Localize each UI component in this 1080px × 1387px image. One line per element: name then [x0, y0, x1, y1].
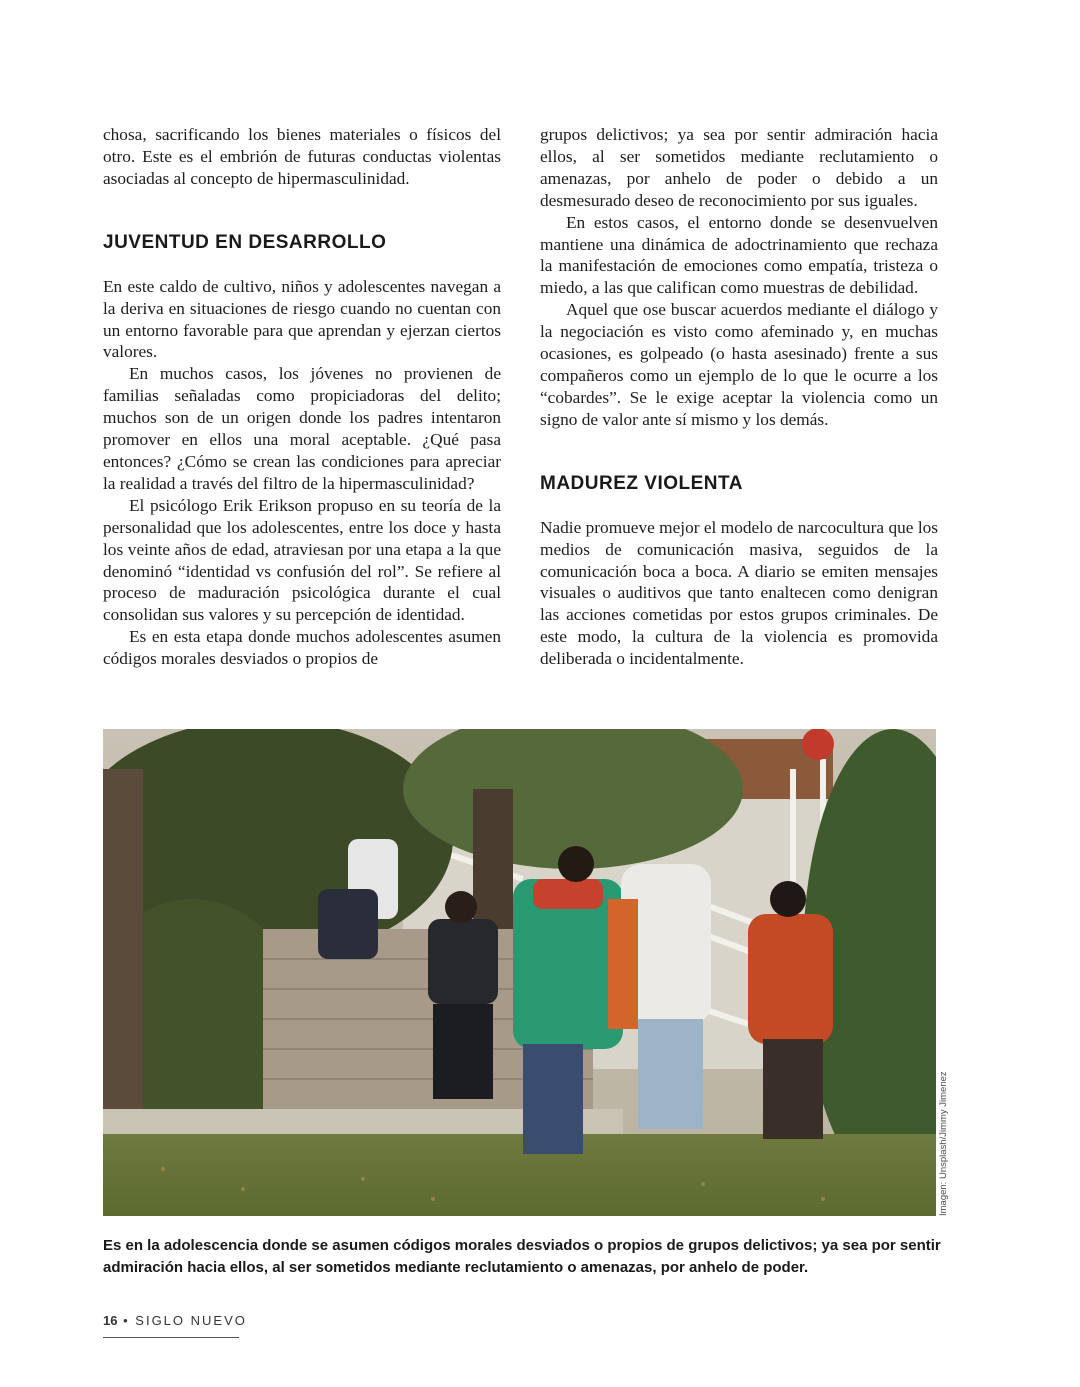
- section-heading: JUVENTUD EN DESARROLLO: [103, 231, 387, 253]
- body-paragraph: grupos delictivos; ya sea por sentir admiración hacia ellos, al ser sometidos mediante reclutamiento o amenazas, por anhelo de poder o debido a un desmesurado deseo de reconocimiento por sus iguales.: [540, 125, 938, 210]
- photo-caption: Es en la adolescencia donde se asumen códigos morales desviados o propios de grupos delictivos; ya sea por sentir admiración hacia ellos, al ser sometidos mediante reclutamiento o amenazas, por anhelo de poder.: [103, 1237, 941, 1276]
- page-footer: [103, 1313, 247, 1328]
- section-heading: MADUREZ VIOLENTA: [540, 472, 743, 494]
- footer-separator: •: [123, 1313, 130, 1328]
- body-paragraph: En este caldo de cultivo, niños y adolescentes navegan a la deriva en situaciones de riesgo cuando no cuentan con un entorno favorable para que aprendan y ejerzan ciertos valores.: [103, 276, 501, 362]
- body-paragraph: En estos casos, el entorno donde se desenvuelven mantiene una dinámica de adoctrinamiento que rechaza la manifestación de emociones como empatía, tristeza o miedo, a las que califican como muestras de debilidad.: [540, 212, 938, 298]
- footer-rule: [103, 1337, 239, 1338]
- body-paragraph: En muchos casos, los jóvenes no provienen de familias señaladas como propiciadoras del delito; muchos son de un origen donde los padres intentaron promover en ellos una moral aceptable. ¿Qué pasa entonces? ¿Cómo se crean las condiciones para apreciar la realidad a través del filtro de la hipermasculinidad?: [103, 364, 501, 493]
- body-paragraph: El psicólogo Erik Erikson propuso en su teoría de la personalidad que los adolescentes, entre los doce y hasta los veinte años de edad, atraviesan por una etapa a la que denominó “identidad vs confusión del rol”. Se refiere al proceso de maduración psicológica durante el cual consolidan sus valores y su percepción de identidad.: [103, 495, 501, 625]
- body-paragraph: Es en esta etapa donde muchos adolescentes asumen códigos morales desviados o propios de: [103, 627, 501, 669]
- publication-name: SIGLO NUEVO: [135, 1313, 247, 1328]
- page-number: 16: [103, 1313, 118, 1328]
- right-column: [540, 124, 938, 670]
- left-column: [103, 124, 501, 670]
- body-paragraph: Aquel que ose buscar acuerdos mediante el diálogo y la negociación es visto como afeminado y, en muchas ocasiones, es golpeado (o hasta asesinado) frente a sus compañeros como un ejemplo de lo que le ocurre a los “cobardes”. Se le exige aceptar la violencia como un signo de valor ante sí mismo y los demás.: [540, 300, 938, 429]
- photo-credit: Imagen: Unsplash/Jimmy Jimenez: [938, 1071, 949, 1216]
- body-paragraph: Nadie promueve mejor el modelo de narcocultura que los medios de comunicación masiva, seguidos de la comunicación boca a boca. A diario se emiten mensajes visuales o auditivos que tanto enaltecen como denigran las acciones cometidas por estos grupos criminales. De este modo, la cultura de la violencia es promovida deliberada o incidentalmente.: [540, 517, 938, 669]
- article-photo: [103, 729, 936, 1216]
- body-paragraph: chosa, sacrificando los bienes materiales o físicos del otro. Este es el embrión de futuras conductas violentas asociadas al concepto de hipermasculinidad.: [103, 125, 501, 188]
